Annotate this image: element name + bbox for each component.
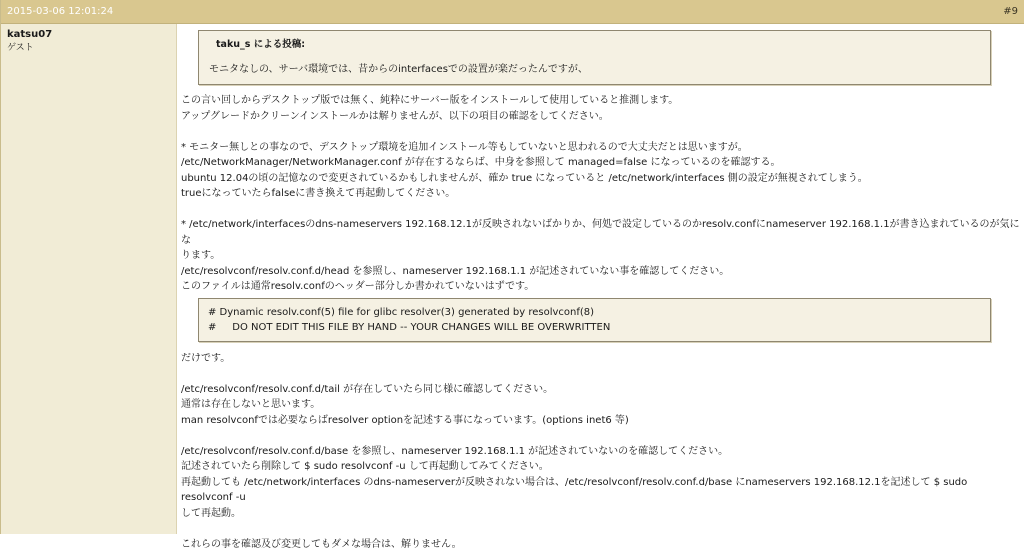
code-line: # Dynamic resolv.conf(5) file for glibc resolver(3) generated by resolvconf(8) — [208, 305, 981, 320]
quote-text: モニタなしの、サーバ環境では、昔からのinterfacesでの設置が楽だったんですが、 — [209, 62, 980, 78]
paragraph-line: trueになっていたらfalseに書き換えて再起動してください。 — [181, 186, 1020, 202]
paragraph-line: 記述されていたら削除して $ sudo resolvconf -u して再起動してみてください。 — [181, 459, 1020, 475]
paragraph-line: ubuntu 12.04の頃の記憶なので変更されているかもしれませんが、確か true になっていると /etc/network/interfaces 側の設定が無視されてしまう。 — [181, 171, 1020, 187]
code-block — [198, 298, 991, 342]
paragraph-line: /etc/resolvconf/resolv.conf.d/base を参照し、nameserver 192.168.1.1 が記述されていないのを確認してください。 — [181, 444, 1020, 460]
author-panel — [1, 24, 177, 534]
paragraph-line: だけです。 — [181, 351, 1020, 367]
paragraph-line: man resolvconfでは必要ならばresolver optionを記述する事になっています。(options inet6 等) — [181, 413, 1020, 429]
paragraph-line: ります。 — [181, 248, 1020, 264]
paragraph-line: アップグレードかクリーンインストールかは解りませんが、以下の項目の確認をしてください。 — [181, 109, 1020, 125]
paragraph-line: /etc/NetworkManager/NetworkManager.conf が存在するならば、中身を参照して managed=false になっているのを確認する。 — [181, 155, 1020, 171]
quote-header: taku_s による投稿: — [216, 37, 980, 53]
post-date: 2015-03-06 12:01:24 — [7, 6, 113, 17]
paragraph-line: /etc/resolvconf/resolv.conf.d/head を参照し、nameserver 192.168.1.1 が記述されていない事を確認してください。 — [181, 264, 1020, 280]
paragraph-line: して再起動。 — [181, 506, 1020, 522]
quote-block — [198, 30, 991, 85]
post-permalink[interactable]: #9 — [1003, 6, 1018, 17]
paragraph-line: /etc/resolvconf/resolv.conf.d/tail が存在していたら同じ様に確認してください。 — [181, 382, 1020, 398]
post-content — [177, 24, 1024, 534]
post-body — [1, 24, 1024, 534]
paragraph-line: 再起動しても /etc/network/interfaces のdns-nameserverが反映されない場合は、/etc/resolvconf/resolv.conf.d/base にnameservers 192.168.12.1を記述して $ sudo resolvconf -u — [181, 475, 1020, 506]
post-header — [1, 0, 1024, 24]
author-name[interactable]: katsu07 — [7, 28, 170, 42]
paragraph-line: このファイルは通常resolv.confのヘッダー部分しか書かれていないはずです。 — [181, 279, 1020, 295]
paragraph-line: この言い回しからデスクトップ版では無く、純粋にサーバー版をインストールして使用していると推測します。 — [181, 93, 1020, 109]
paragraph-line: * /etc/network/interfacesのdns-nameservers 192.168.12.1が反映されないばかりか、何処で設定しているのかresolv.confにnameserver 192.168.1.1が書き込まれているのが気にな — [181, 217, 1020, 248]
paragraph-line: これらの事を確認及び変更してもダメな場合は、解りません。 — [181, 537, 1020, 552]
paragraph-line: 通常は存在しないと思います。 — [181, 397, 1020, 413]
code-line: # DO NOT EDIT THIS FILE BY HAND -- YOUR CHANGES WILL BE OVERWRITTEN — [208, 320, 981, 335]
paragraph-line: * モニター無しとの事なので、デスクトップ環境を追加インストール等もしていないと思われるので大丈夫だとは思いますが。 — [181, 140, 1020, 156]
author-role: ゲスト — [7, 42, 170, 54]
